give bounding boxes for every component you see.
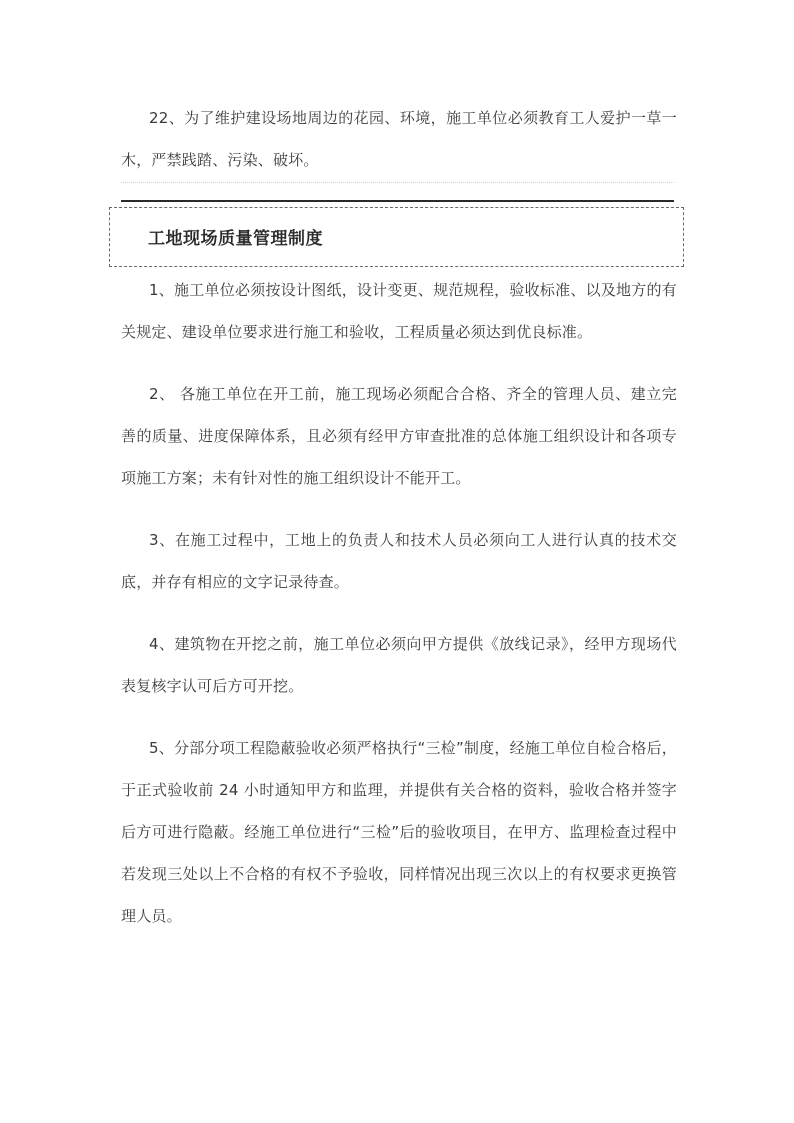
- paragraph-item-4: 4、建筑物在开挖之前，施工单位必须向甲方提供《放线记录》，经甲方现场代表复核字认可后方可开挖。: [121, 635, 677, 695]
- paragraph-item-2: 2、 各施工单位在开工前，施工现场必须配合合格、齐全的管理人员、建立完善的质量、进度保障体系，且必须有经甲方审查批准的总体施工组织设计和各项专项施工方案；未有针对性的施工组织设计不能开工。: [121, 385, 677, 487]
- paragraph-item-5: 5、分部分项工程隐蔽验收必须严格执行“三检”制度，经施工单位自检合格后，于正式验收前 24 小时通知甲方和监理，并提供有关合格的资料，验收合格并签字后方可进行隐蔽。经施工单位进行“三检”后的验收项目，在甲方、监理检查过程中若发现三处以上不合格的有权不予验收，同样情况出现三次以上的有权要求更换管理人员。: [121, 739, 677, 925]
- paragraph-item-1: 1、施工单位必须按设计图纸，设计变更、规范规程，验收标准、以及地方的有关规定、建设单位要求进行施工和验收，工程质量必须达到优良标准。: [121, 281, 677, 341]
- section-divider-dotted: [121, 182, 674, 183]
- section-divider-solid: [121, 200, 674, 202]
- intro-paragraph: 22、为了维护建设场地周边的花园、环境，施工单位必须教育工人爱护一草一木，严禁践踏、污染、破坏。: [121, 109, 677, 169]
- paragraph-item-3: 3、在施工过程中，工地上的负责人和技术人员必须向工人进行认真的技术交底，并存有相应的文字记录待查。: [121, 531, 677, 591]
- section-title: 工地现场质量管理制度: [148, 229, 323, 249]
